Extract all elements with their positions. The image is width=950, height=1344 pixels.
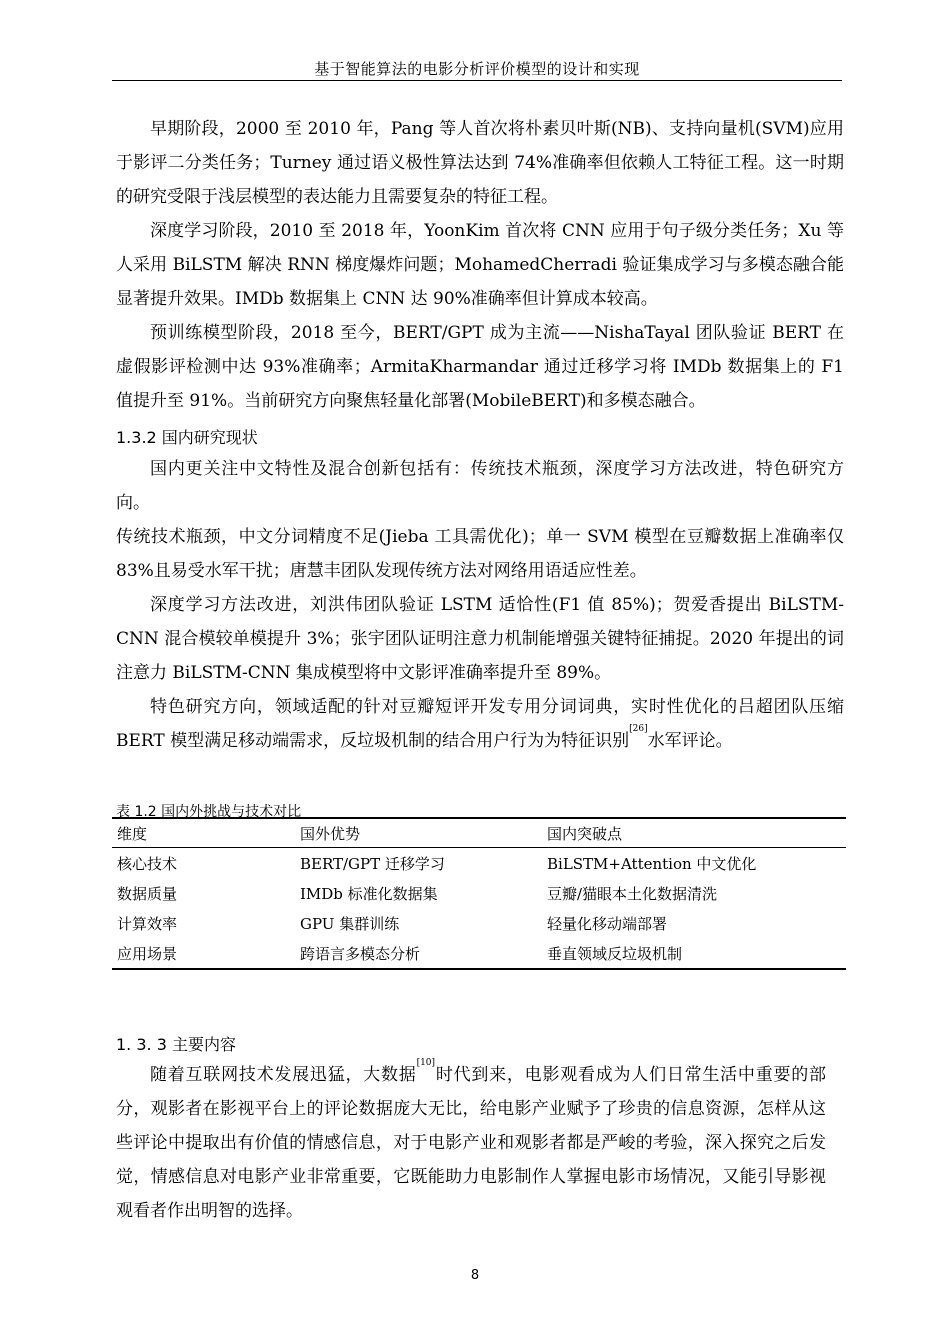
table-cell: BERT/GPT 迁移学习 [300,854,445,873]
paragraph-deep-learning-stage: 深度学习阶段，2010 至 2018 年，YoonKim 首次将 CNN 应用于句子级分类任务；Xu 等人采用 BiLSTM 解决 RNN 梯度爆炸问题；MohamedCherradi 验证集成学习与多模态融合能显著提升效果。IMDb 数据集上 CNN 达 90%准确率但计算成本较高。 [116,221,844,309]
section-heading-1-3-2: 1.3.2 国内研究现状 [116,428,258,447]
paragraph-main-content [116,1058,826,1228]
citation-ref: [10] [416,1058,436,1068]
comparison-table [112,817,846,970]
paragraph-text: 特色研究方向，领域适配的针对豆瓣短评开发专用分词词典，实时性优化的吕超团队压缩 BERT 模型满足移动端需求，反垃圾机制的结合用户行为为特征识别 [116,697,844,751]
table-header-row [112,818,846,848]
table-cell: GPU 集群训练 [300,914,400,933]
table-row [112,848,846,879]
citation-ref: [26] [629,724,648,734]
paragraph-deep-learning-improvement: 深度学习方法改进，刘洪伟团队验证 LSTM 适恰性(F1 值 85%)；贺爱香提出 BiLSTM-CNN 混合模较单模提升 3%；张宇团队证明注意力机制能增强关键特征捕捉。2020 年提出的词注意力 BiLSTM-CNN 集成模型将中文影评准确率提升至 89%。 [116,595,844,683]
table-cell: 应用场景 [117,944,178,963]
table-header-cell: 国外优势 [300,824,361,843]
table-row [112,938,846,969]
paragraph-text: 水军评论。 [647,731,733,751]
running-header: 基于智能算法的电影分析评价模型的设计和实现 [314,60,640,78]
table-cell: 跨语言多模态分析 [300,944,421,963]
paragraph-pretrained-stage: 预训练模型阶段，2018 至今，BERT/GPT 成为主流——NishaTayal 团队验证 BERT 在虚假影评检测中达 93%准确率；ArmitaKharmandar 通过迁移学习将 IMDb 数据集上的 F1 值提升至 91%。当前研究方向聚焦轻量化部署(MobileBERT)和多模态融合。 [116,323,844,411]
table-cell: 垂直领域反垃圾机制 [547,944,683,963]
paragraph-traditional-bottleneck: 传统技术瓶颈，中文分词精度不足(Jieba 工具需优化)；单一 SVM 模型在豆瓣数据上准确率仅 83%且易受水军干扰；唐慧丰团队发现传统方法对网络用语适应性差。 [116,527,844,581]
table-cell: IMDb 标准化数据集 [300,884,438,903]
table-row [112,908,846,938]
header-rule [112,80,842,81]
paragraph-text: 时代到来，电影观看成为人们日常生活中重要的部分，观影者在影视平台上的评论数据庞大无比，给电影产业赋予了珍贵的信息资源，怎样从这些评论中提取出有价值的情感信息，对于电影产业和观影者都是严峻的考验，深入探究之后发觉，情感信息对电影产业非常重要，它既能助力电影制作人掌握电影市场情况，又能引导影视观看者作出明智的选择。 [116,1065,827,1221]
section-heading-1-3-3: 1. 3. 3 主要内容 [116,1035,236,1054]
paragraph-featured-directions [116,690,844,758]
table-cell: BiLSTM+Attention 中文优化 [547,854,757,873]
page-number: 8 [470,1268,480,1283]
table-cell: 轻量化移动端部署 [547,914,668,933]
table-header-cell: 维度 [117,824,148,843]
table-cell: 豆瓣/猫眼本土化数据清洗 [547,884,718,903]
table-cell: 核心技术 [117,854,178,873]
table-row [112,878,846,908]
paragraph-early-stage: 早期阶段，2000 至 2010 年，Pang 等人首次将朴素贝叶斯(NB)、支持向量机(SVM)应用于影评二分类任务；Turney 通过语义极性算法达到 74%准确率但依赖人工特征工程。这一时期的研究受限于浅层模型的表达能力且需要复杂的特征工程。 [116,119,844,207]
table-cell: 数据质量 [117,884,178,903]
table-caption: 表 1.2 国内外挑战与技术对比 [116,804,302,820]
paragraph-text: 随着互联网技术发展迅猛，大数据 [150,1065,417,1085]
paragraph-domestic-overview: 国内更关注中文特性及混合创新包括有：传统技术瓶颈，深度学习方法改进，特色研究方向。 [116,459,844,513]
table-cell: 计算效率 [117,914,178,933]
table-header-cell: 国内突破点 [547,824,623,843]
